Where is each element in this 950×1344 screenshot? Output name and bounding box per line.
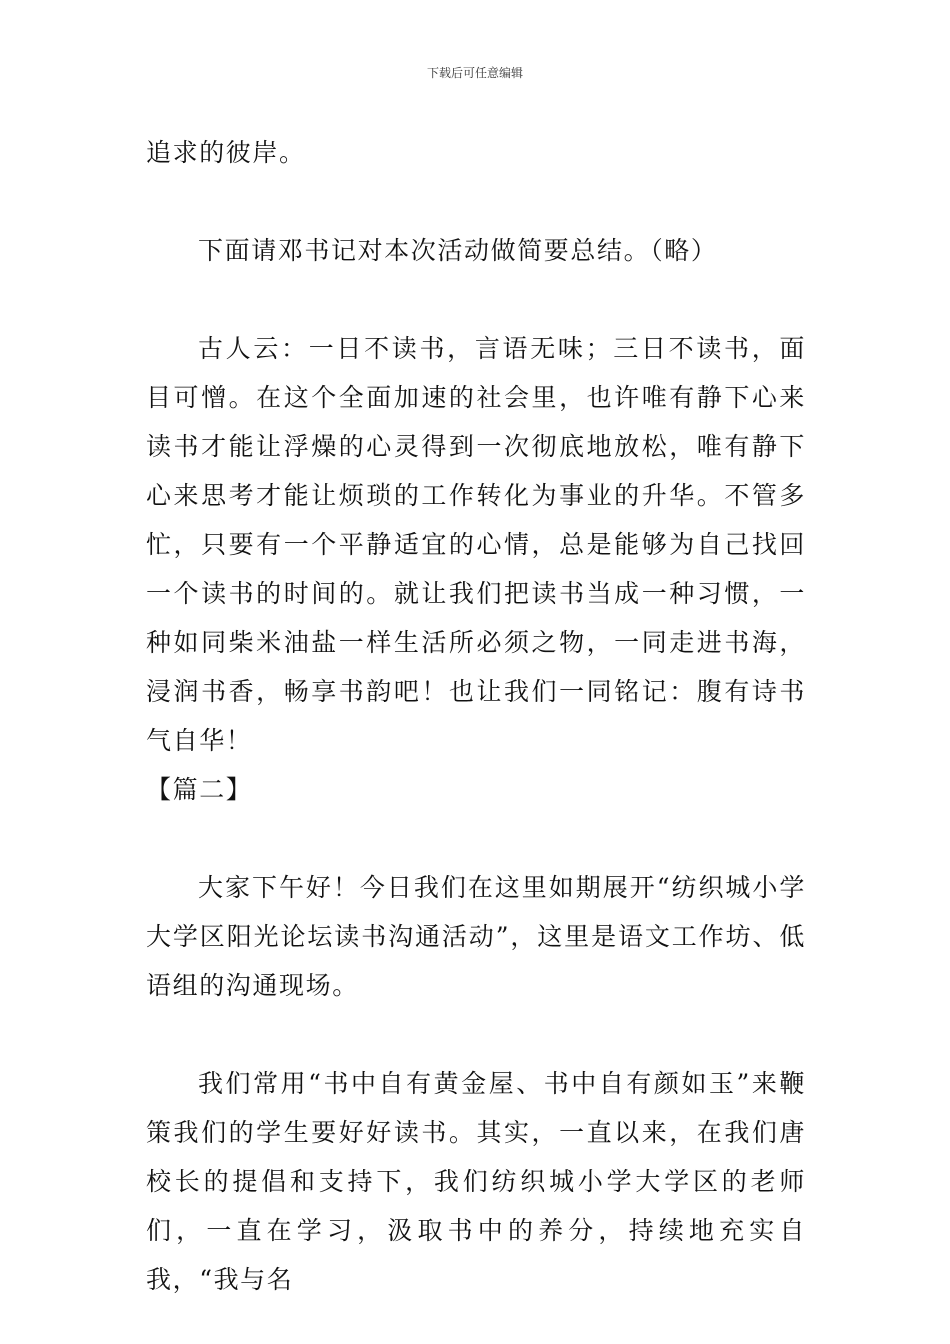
paragraph-reading: 我们常用“书中自有黄金屋、书中自有颜如玉”来鞭策我们的学生要好好读书。其实，一直以来，在我们唐校长的提倡和支持下，我们纺织城小学大学区的老师们，一直在学习，汲取书中的养分，持续地充实自我，“我与名	[146, 1069, 806, 1294]
paragraph-summary: 下面请邓书记对本次活动做简要总结。（略）	[198, 236, 718, 265]
page-header	[0, 66, 950, 80]
document-body	[146, 128, 806, 1304]
header-text: 下载后可任意编辑	[426, 66, 523, 80]
paragraph-greeting: 大家下午好！今日我们在这里如期展开“纺织城小学大学区阳光论坛读书沟通活动”，这里是语文工作坊、低语组的沟通现场。	[146, 873, 806, 1000]
paragraph-continuation: 追求的彼岸。	[146, 138, 306, 167]
paragraph-quote: 古人云：一日不读书，言语无味；三日不读书，面目可憎。在这个全面加速的社会里，也许唯有静下心来读书才能让浮燥的心灵得到一次彻底地放松，唯有静下心来思考才能让烦琐的工作转化为事业的升华。不管多忙，只要有一个平静适宜的心情，总是能够为自己找回一个读书的时间的。就让我们把读书当成一种习惯，一种如同柴米油盐一样生活所必须之物，一同走进书海，浸润书香，畅享书韵吧！也让我们一同铭记：腹有诗书气自华！	[146, 334, 806, 755]
section-heading: 【篇二】	[146, 775, 253, 804]
